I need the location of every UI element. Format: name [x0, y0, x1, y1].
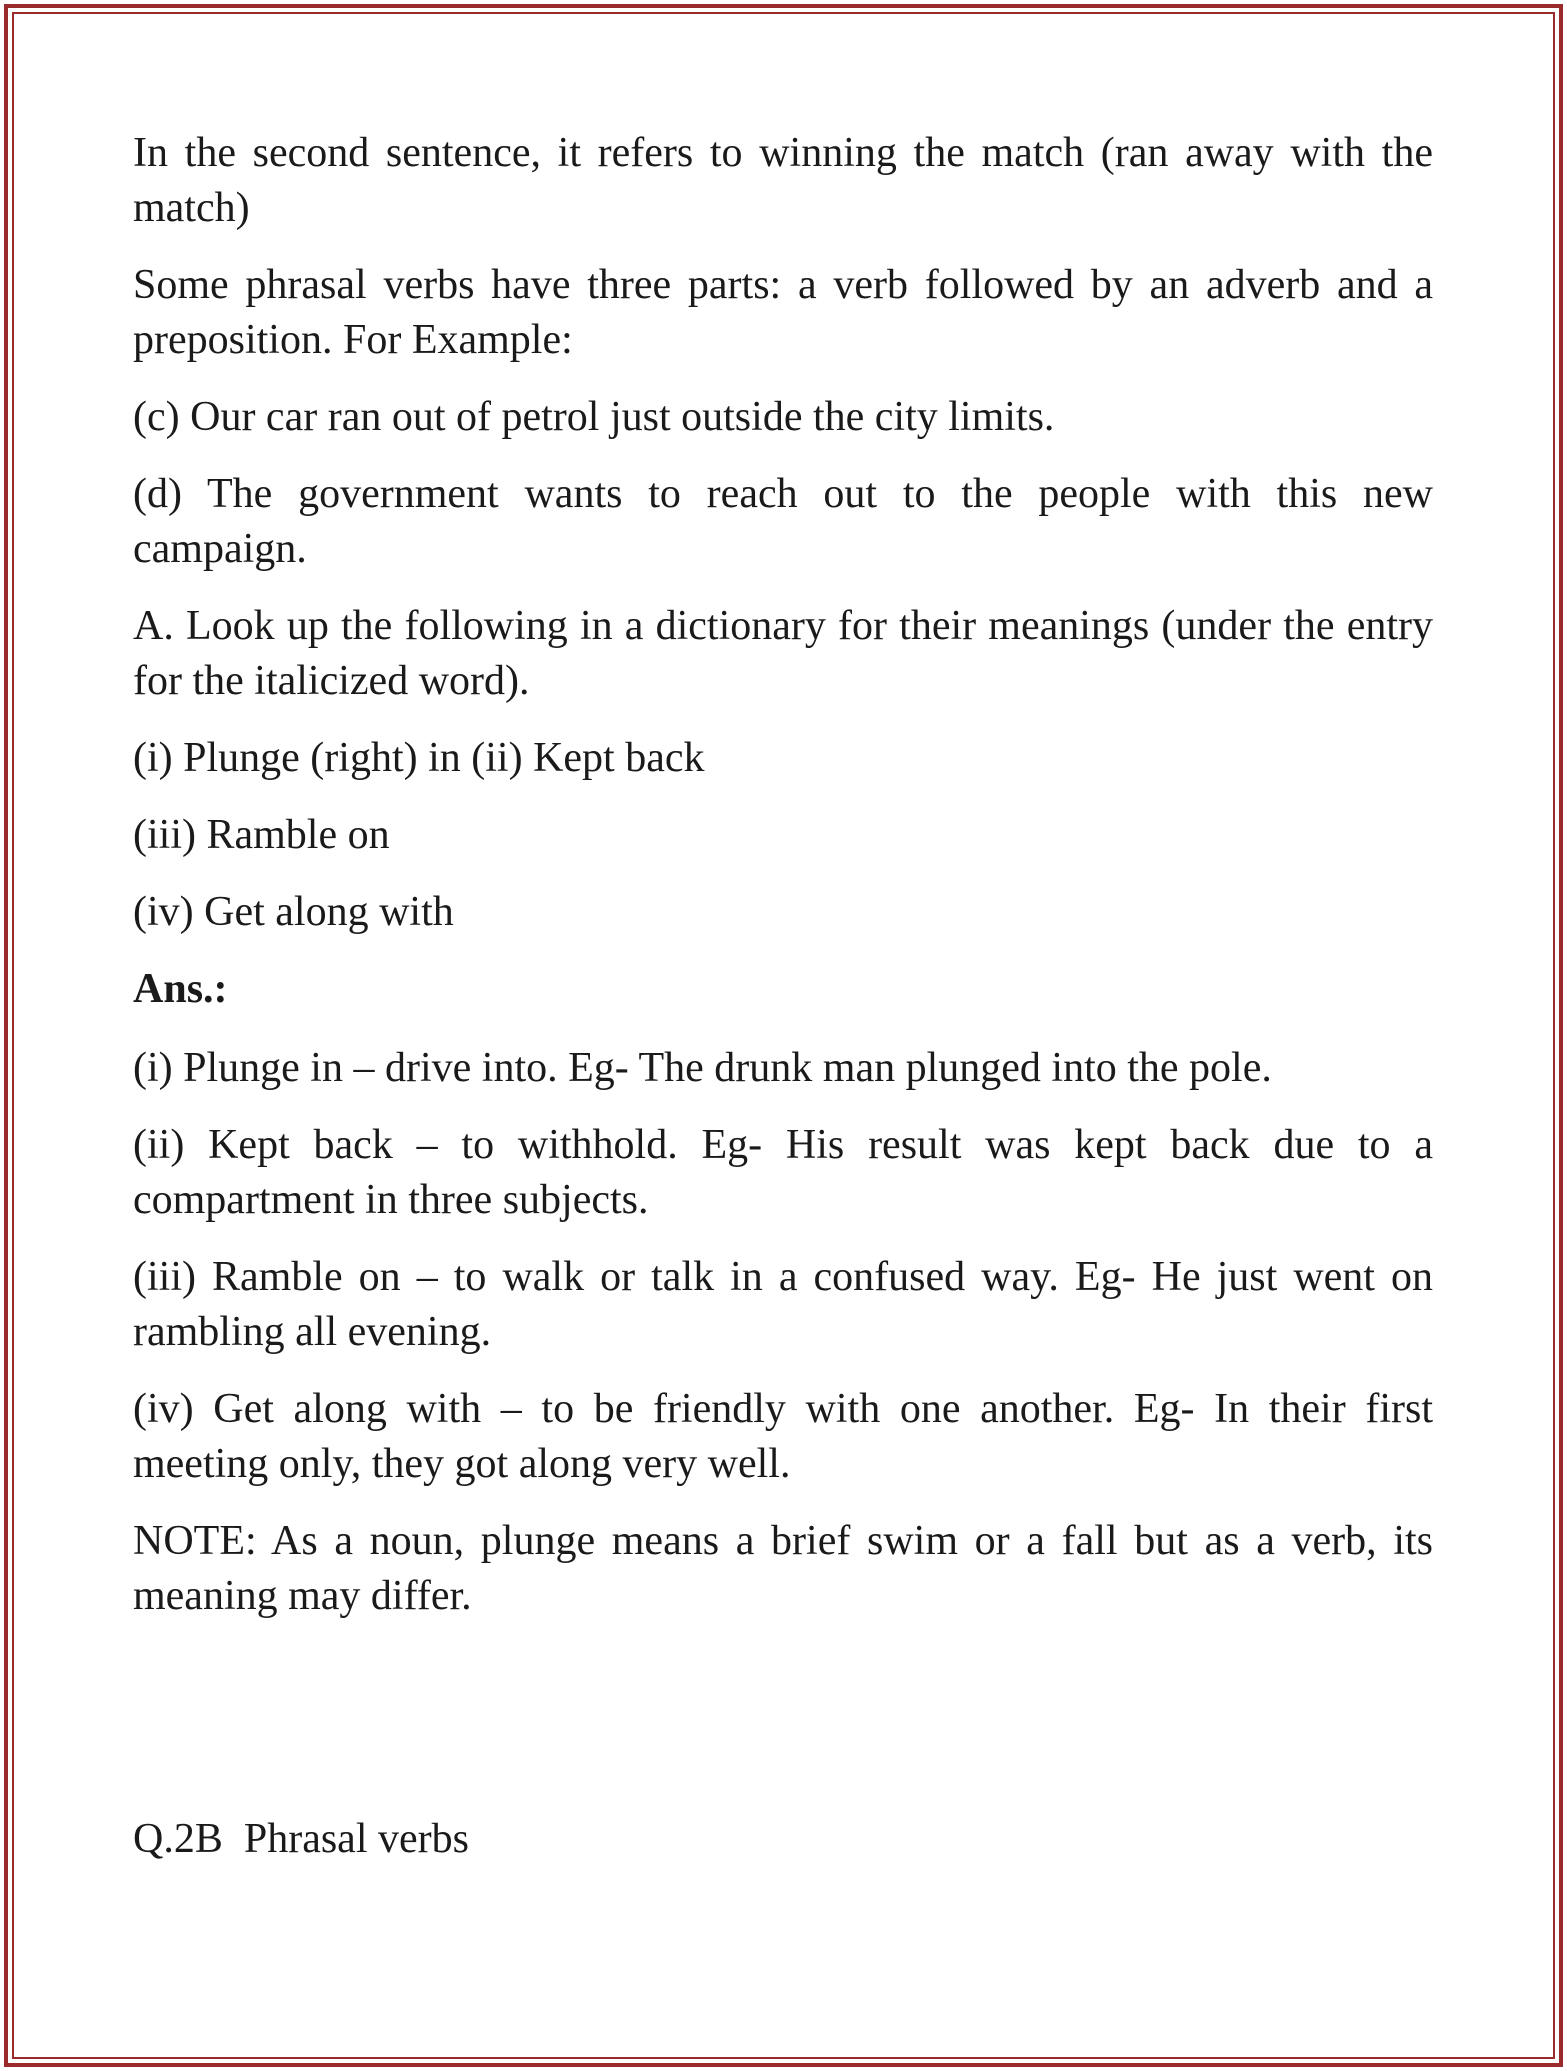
answer-item-iv: (iv) Get along with – to be friendly with one another. Eg- In their first meeting only, they got along very well.: [133, 1386, 1433, 1487]
exercise-item-i-ii: (i) Plunge (right) in (ii) Kept back: [133, 735, 705, 781]
answer-item-i: (i) Plunge in – drive into. Eg- The drunk man plunged into the pole.: [133, 1045, 1272, 1091]
exercise-item-iii: (iii) Ramble on: [133, 812, 390, 858]
paragraph-three-part-verbs: Some phrasal verbs have three parts: a verb followed by an adverb and a preposition. For Example:: [133, 262, 1433, 363]
answer-item-iii: (iii) Ramble on – to walk or talk in a confused way. Eg- He just went on rambling all evening.: [133, 1254, 1433, 1355]
answer-item-ii: (ii) Kept back – to withhold. Eg- His result was kept back due to a compartment in three subjects.: [133, 1122, 1433, 1223]
paragraph-second-sentence: In the second sentence, it refers to winning the match (ran away with the match): [133, 130, 1433, 231]
example-d: (d) The government wants to reach out to the people with this new campaign.: [133, 471, 1433, 572]
note-paragraph: NOTE: As a noun, plunge means a brief swim or a fall but as a verb, its meaning may differ.: [133, 1518, 1433, 1619]
question-heading: Q.2B Phrasal verbs: [133, 1816, 469, 1862]
exercise-a-instruction: A. Look up the following in a dictionary for their meanings (under the entry for the italicized word).: [133, 603, 1433, 704]
example-c: (c) Our car ran out of petrol just outside the city limits.: [133, 394, 1055, 440]
exercise-item-iv: (iv) Get along with: [133, 889, 454, 935]
answer-label: Ans.:: [133, 966, 228, 1012]
page-content: [133, 126, 1433, 1646]
